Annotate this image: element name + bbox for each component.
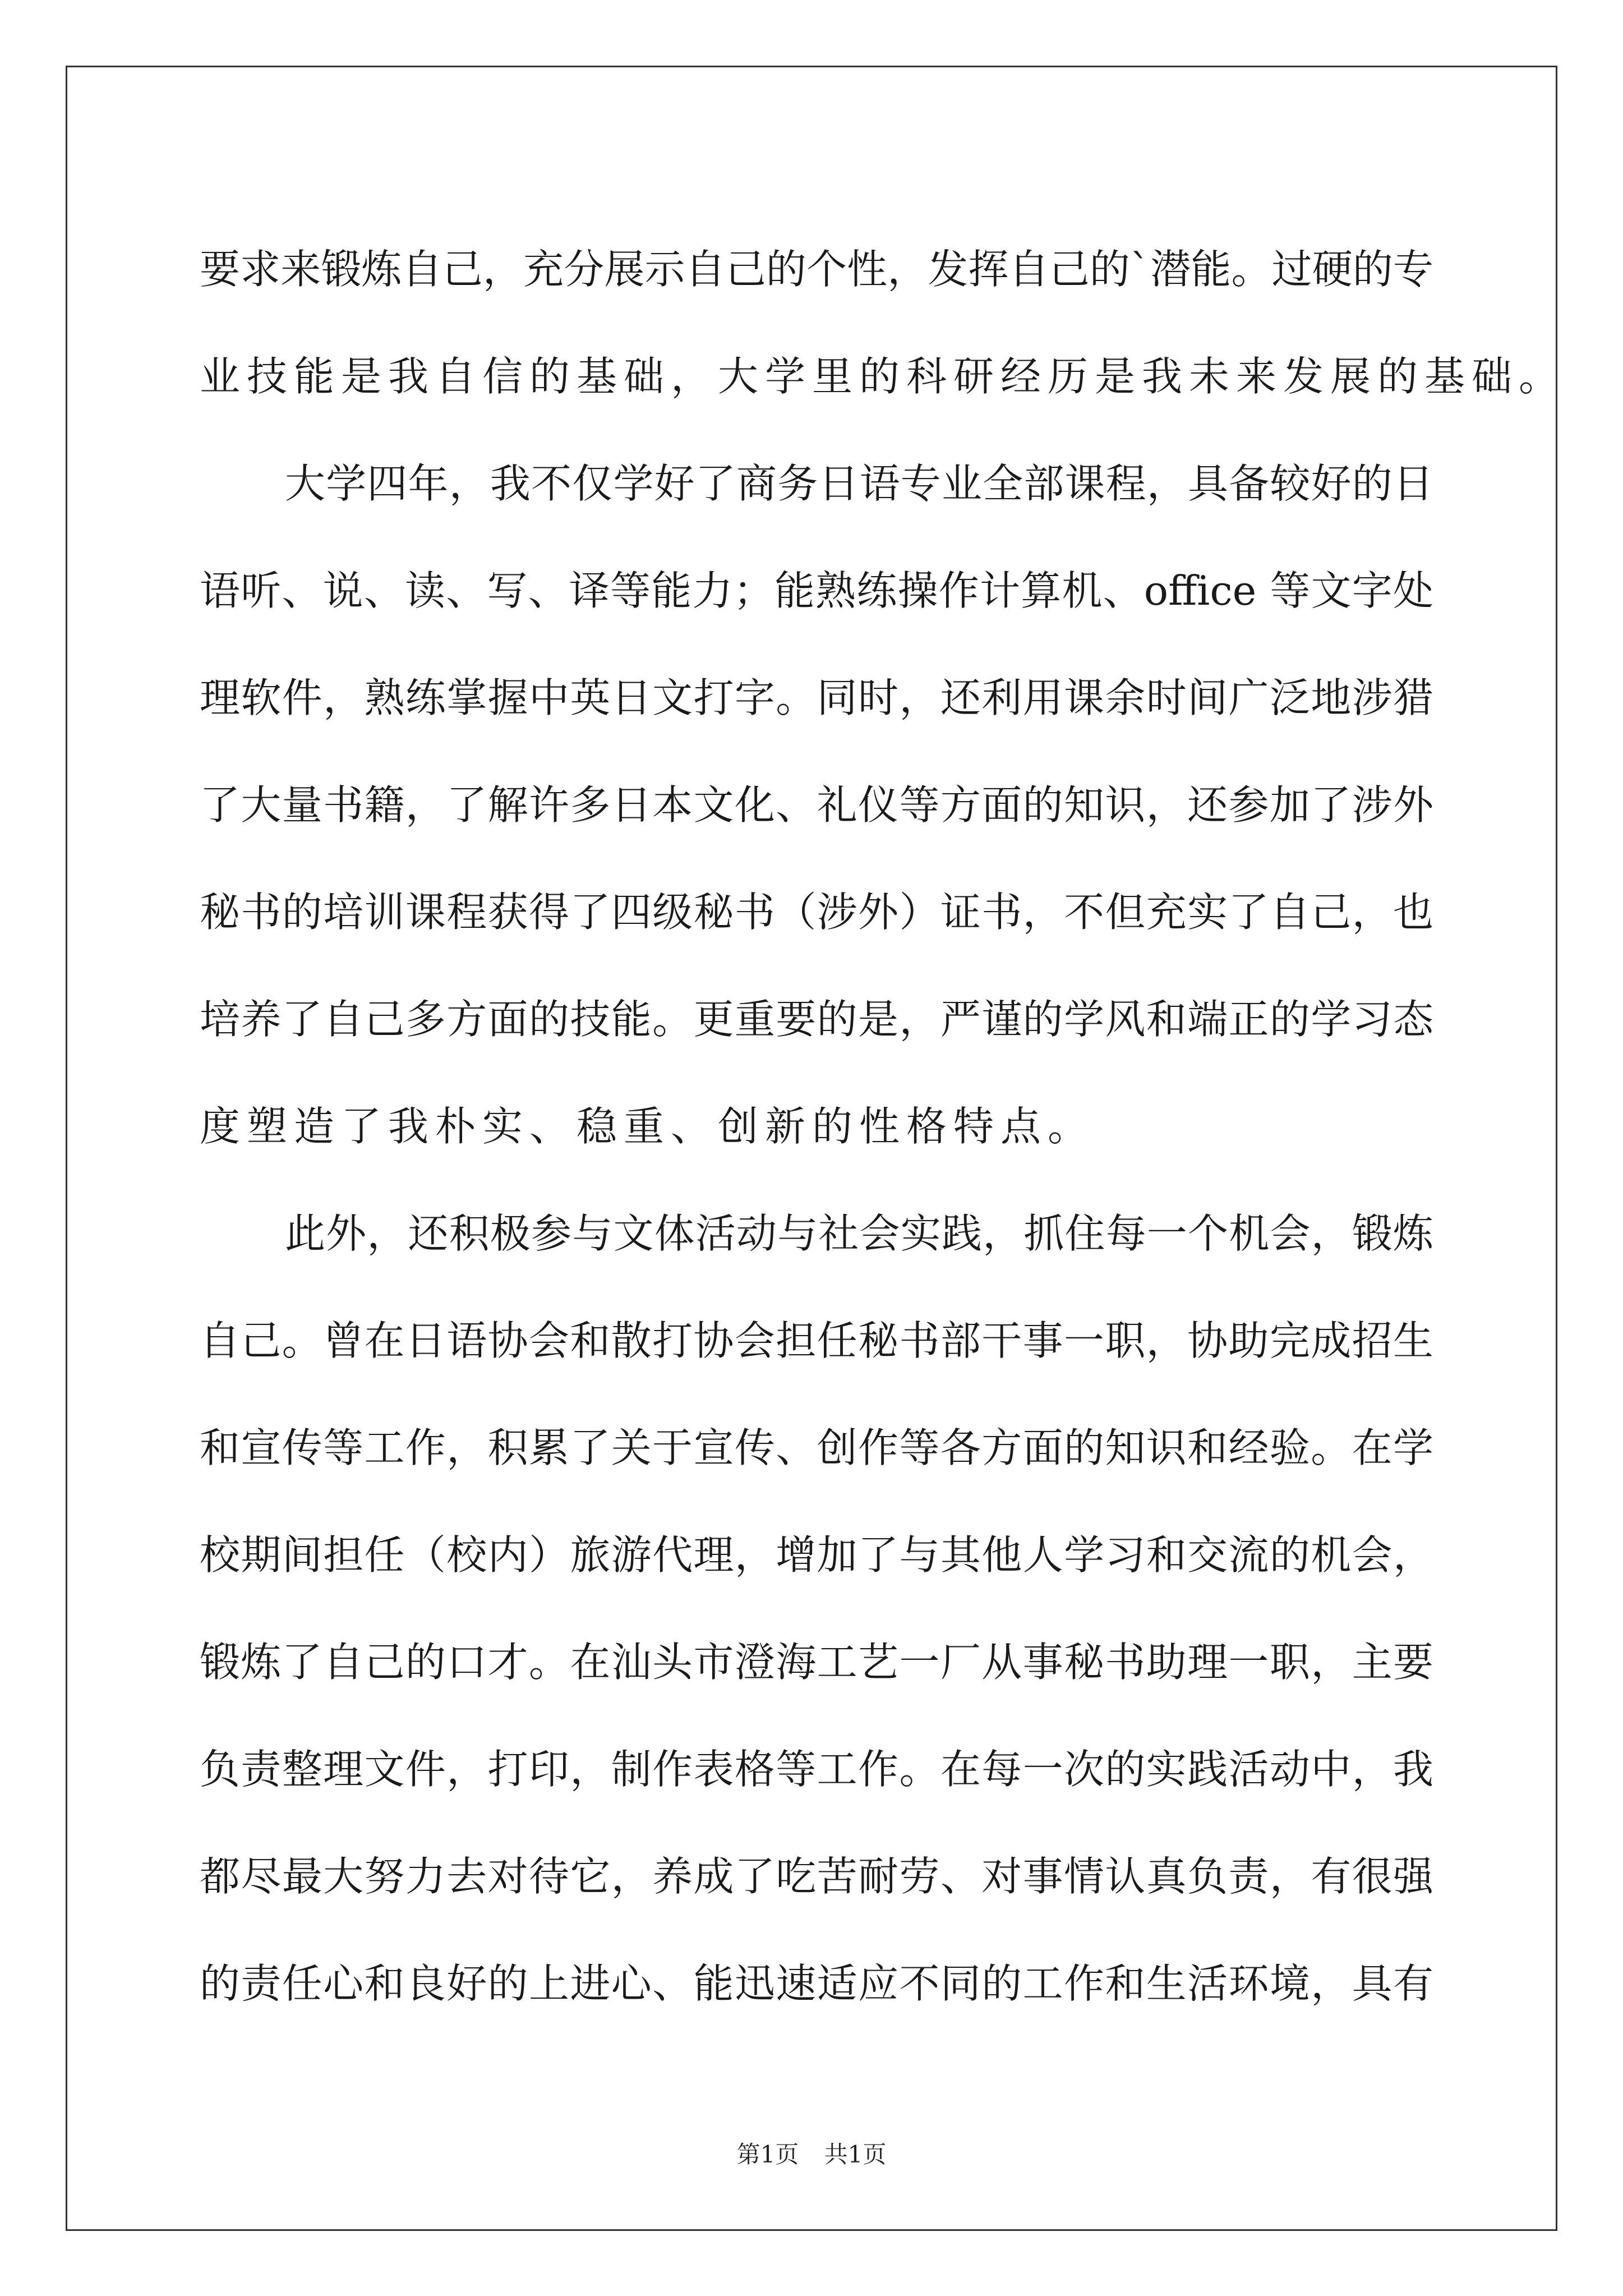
paragraph-1	[200, 216, 1566, 430]
text-line: 要求来锻炼自己，充分展示自己的个性，发挥自己的`潜能。过硬的专	[200, 246, 1433, 293]
text-line: 秘书的培训课程获得了四级秘书（涉外）证书，不但充实了自己，也	[200, 889, 1433, 936]
page-footer	[0, 2136, 1623, 2170]
page-number-total: 共1页	[824, 2141, 887, 2168]
text-line: 自己。曾在日语协会和散打协会担任秘书部干事一职，协助完成招生	[200, 1317, 1433, 1364]
text-line: 都尽最大努力去对待它，养成了吃苦耐劳、对事情认真负责，有很强	[200, 1853, 1433, 1900]
text-line: 语听、说、读、写、译等能力；能熟练操作计算机、office 等文字处	[200, 567, 1433, 614]
text-line: 和宣传等工作，积累了关于宣传、创作等各方面的知识和经验。在学	[200, 1424, 1433, 1471]
text-line: 此外，还积极参与文体活动与社会实践，抓住每一个机会，锻炼	[285, 1210, 1433, 1257]
text-line: 理软件，熟练掌握中英日文打字。同时，还利用课余时间广泛地涉猎	[200, 674, 1433, 721]
text-line: 培养了自己多方面的技能。更重要的是，严谨的学风和端正的学习态	[200, 996, 1433, 1043]
text-line: 的责任心和良好的上进心、能迅速适应不同的工作和生活环境，具有	[200, 1960, 1433, 2007]
text-line: 业技能是我自信的基础，大学里的科研经历是我未来发展的基础。	[200, 353, 1566, 400]
text-line: 锻炼了自己的口才。在汕头市澄海工艺一厂从事秘书助理一职，主要	[200, 1639, 1433, 1686]
text-line: 负责整理文件，打印，制作表格等工作。在每一次的实践活动中，我	[200, 1746, 1433, 1793]
text-line: 校期间担任（校内）旅游代理，增加了与其他人学习和交流的机会，	[200, 1531, 1433, 1579]
document-body	[200, 216, 1566, 2037]
text-line: 大学四年，我不仅学好了商务日语专业全部课程，具备较好的日	[285, 460, 1433, 507]
paragraph-2	[200, 430, 1433, 1180]
text-line: 度塑造了我朴实、稳重、创新的性格特点。	[200, 1103, 1095, 1150]
text-line: 了大量书籍，了解许多日本文化、礼仪等方面的知识，还参加了涉外	[200, 781, 1433, 829]
paragraph-3	[200, 1180, 1433, 2037]
page-number-current: 第1页	[736, 2141, 799, 2168]
